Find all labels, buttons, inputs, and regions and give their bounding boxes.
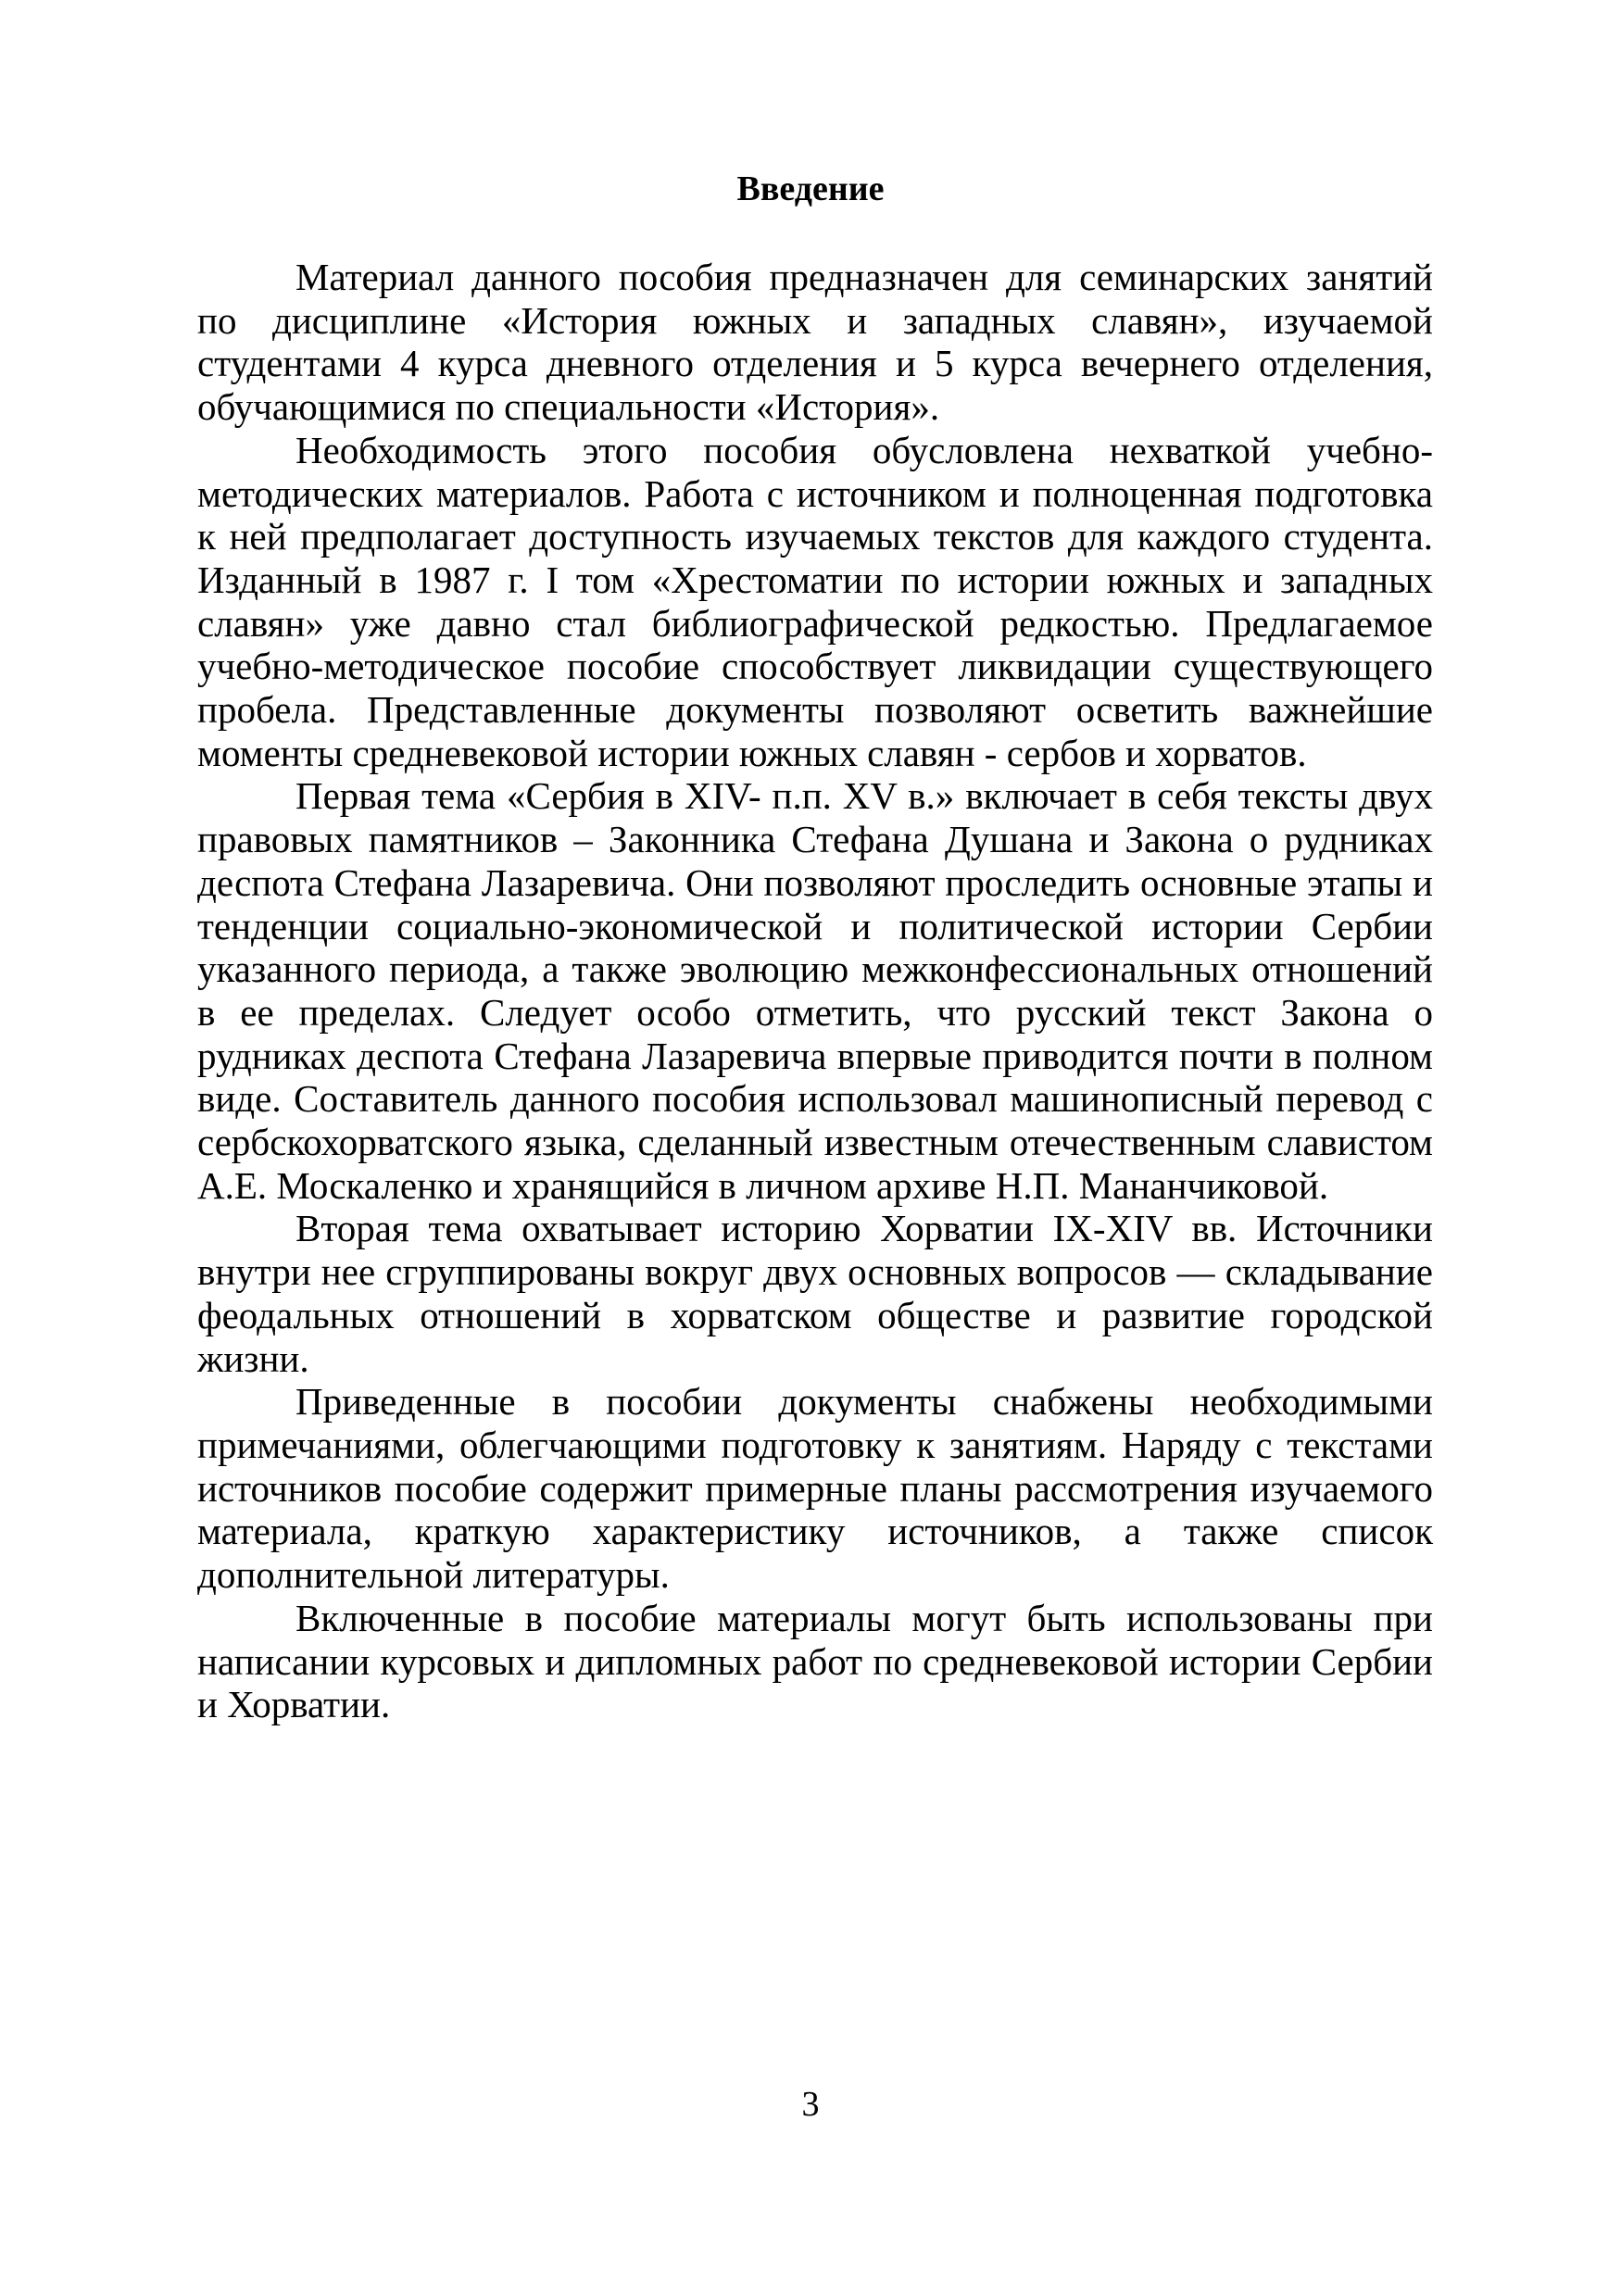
paragraph-3: Первая тема «Сербия в XIV- п.п. XV в.» включает в себя тексты двух правовых памятников – Законника Стефана Душана и Закона о рудниках деспота Стефана Лазаревича. Они позволяют проследить основные этапы и тенденции социально-экономической и политической истории Сербии указанного периода, а также эволюцию межконфессиональных отношений в ее пределах. Следует особо отметить, что русский текст Закона о рудниках деспота Стефана Лазаревича впервые приводится почти в полном виде. Составитель данного пособия использовал машинописный перевод с сербскохорватского языка, сделанный известным отечественным славистом А.Е. Москаленко и хранящийся в личном архиве Н.П. Мананчиковой. (197, 774, 1433, 1207)
paragraph-2: Необходимость этого пособия обусловлена нехваткой учебно-методических материалов. Работа с источником и полноценная подготовка к ней предполагает доступность изучаемых текстов для каждого студента. Изданный в 1987 г. I том «Хрестоматии по истории южных и западных славян» уже давно стал библиографической редкостью. Предлагаемое учебно-методическое пособие способствует ликвидации существующего пробела. Представленные документы позволяют осветить важнейшие моменты средневековой истории южных славян - сербов и хорватов. (197, 428, 1433, 774)
paragraph-6: Включенные в пособие материалы могут быть использованы при написании курсовых и дипломных работ по средневековой истории Сербии и Хорватии. (197, 1596, 1433, 1726)
page-number: 3 (801, 2085, 820, 2124)
paragraph-5: Приведенные в пособии документы снабжены необходимыми примечаниями, облегчающими подготовку к занятиям. Наряду с текстами источников пособие содержит примерные планы рассмотрения изучаемого материала, краткую характеристику источников, а также список дополнительной литературы. (197, 1380, 1433, 1597)
page-title: Введение (736, 169, 885, 208)
document-body (197, 256, 1433, 1726)
paragraph-4: Вторая тема охватывает историю Хорватии IX-XIV вв. Источники внутри нее сгруппированы вокруг двух основных вопросов — складывание феодальных отношений в хорватском обществе и развитие городской жизни. (197, 1207, 1433, 1380)
paragraph-1: Материал данного пособия предназначен для семинарских занятий по дисциплине «История южных и западных славян», изучаемой студентами 4 курса дневного отделения и 5 курса вечернего отделения, обучающимися по специальности «История». (197, 256, 1433, 429)
